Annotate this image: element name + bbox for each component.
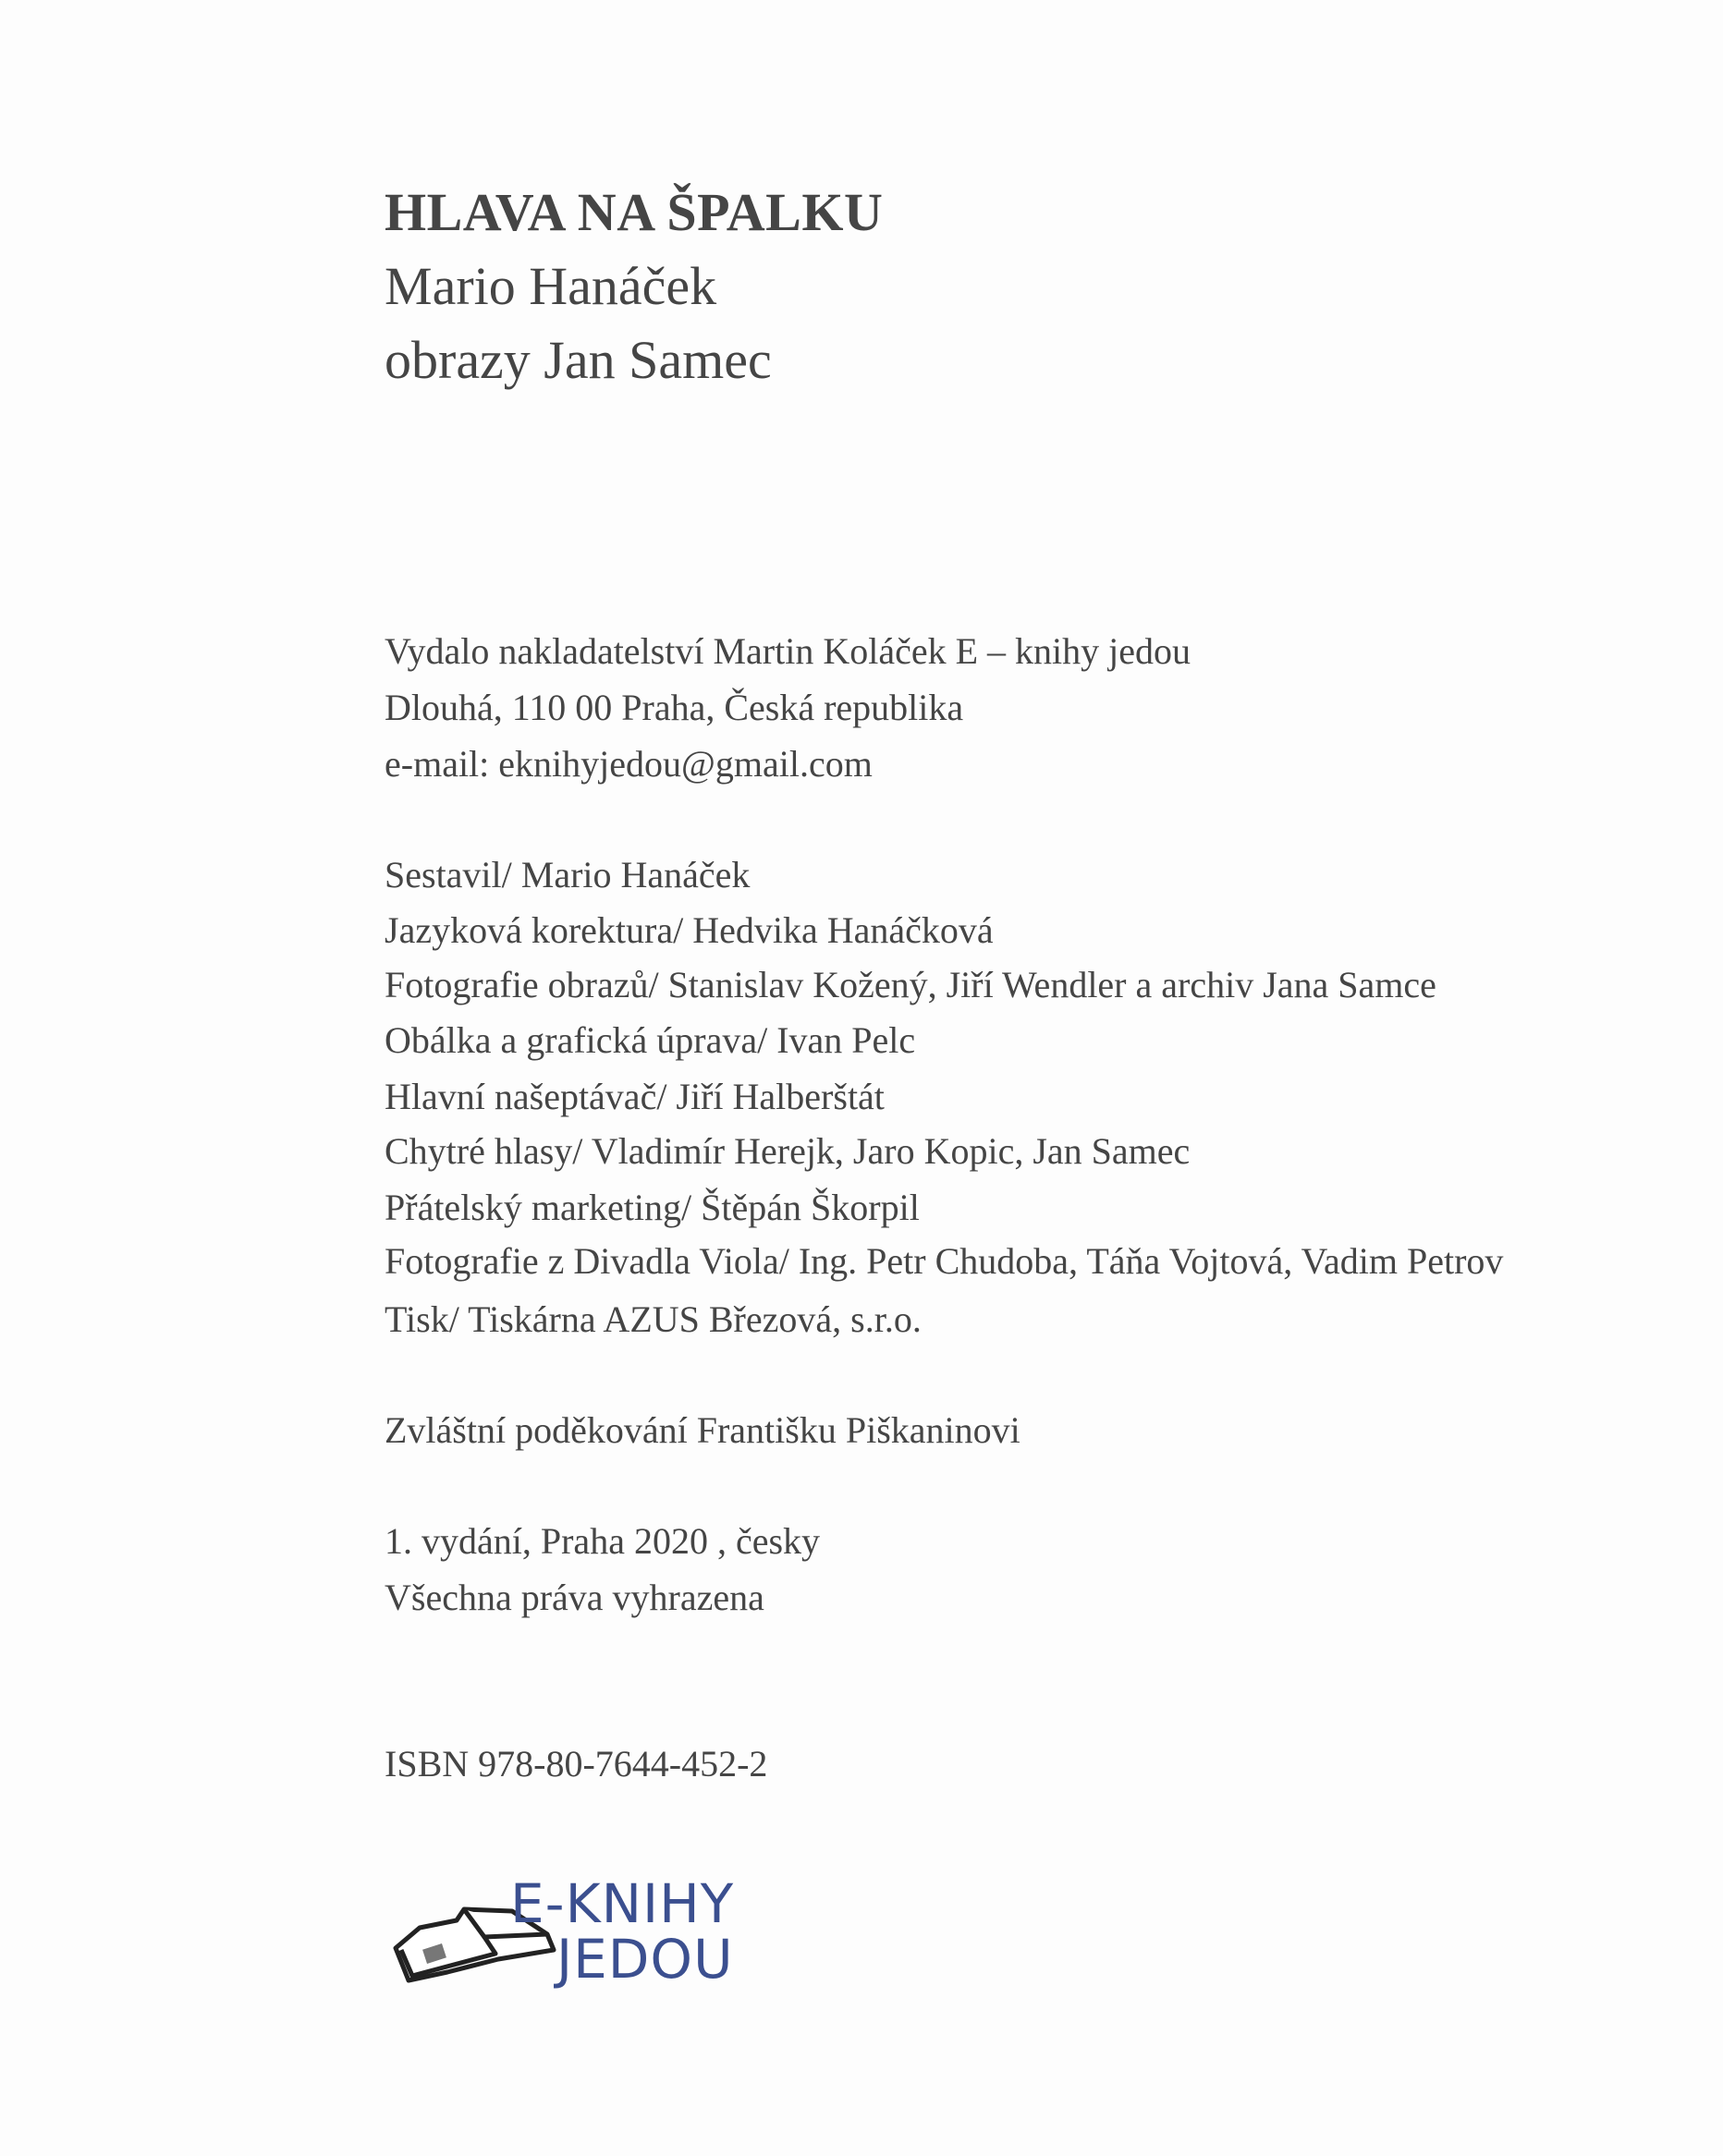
- credit-line: Hlavní našeptávač/ Jiří Halberštát: [385, 1076, 885, 1117]
- publisher-email: e-mail: eknihyjedou@gmail.com: [385, 743, 873, 785]
- edition: 1. vydání, Praha 2020 , česky: [385, 1520, 821, 1562]
- isbn: ISBN 978-80-7644-452-2: [385, 1743, 768, 1784]
- credit-line: Sestavil/ Mario Hanáček: [385, 854, 751, 895]
- rights: Všechna práva vyhrazena: [385, 1577, 764, 1618]
- credit-line: Přátelský marketing/ Štěpán Škorpil: [385, 1187, 920, 1228]
- credit-line: Jazyková korektura/ Hedvika Hanáčková: [385, 909, 994, 951]
- credit-line: Fotografie z Divadla Viola/ Ing. Petr Chudoba, Táňa Vojtová, Vadim Petrov: [385, 1240, 1504, 1282]
- book-title: HLAVA NA ŠPALKU: [385, 182, 884, 242]
- thanks: Zvláštní poděkování Františku Piškaninovi: [385, 1409, 1020, 1451]
- credit-line: Fotografie obrazů/ Stanislav Kožený, Jiří Wendler a archiv Jana Samce: [385, 964, 1436, 1005]
- author: Mario Hanáček: [385, 256, 717, 316]
- publisher-address: Dlouhá, 110 00 Praha, Česká republika: [385, 687, 964, 728]
- publisher-line: Vydalo nakladatelství Martin Koláček E – knihy jedou: [385, 630, 1191, 672]
- publisher-logo: [392, 1872, 752, 1997]
- logo-text-line2: JEDOU: [556, 1928, 734, 1991]
- credit-line: Obálka a grafická úprava/ Ivan Pelc: [385, 1019, 916, 1061]
- logo-text-line1: E-KNIHY: [510, 1872, 735, 1935]
- illustrator: obrazy Jan Samec: [385, 330, 772, 390]
- credit-line: Chytré hlasy/ Vladimír Herejk, Jaro Kopic, Jan Samec: [385, 1130, 1191, 1172]
- credit-line: Tisk/ Tiskárna AZUS Březová, s.r.o.: [385, 1298, 922, 1340]
